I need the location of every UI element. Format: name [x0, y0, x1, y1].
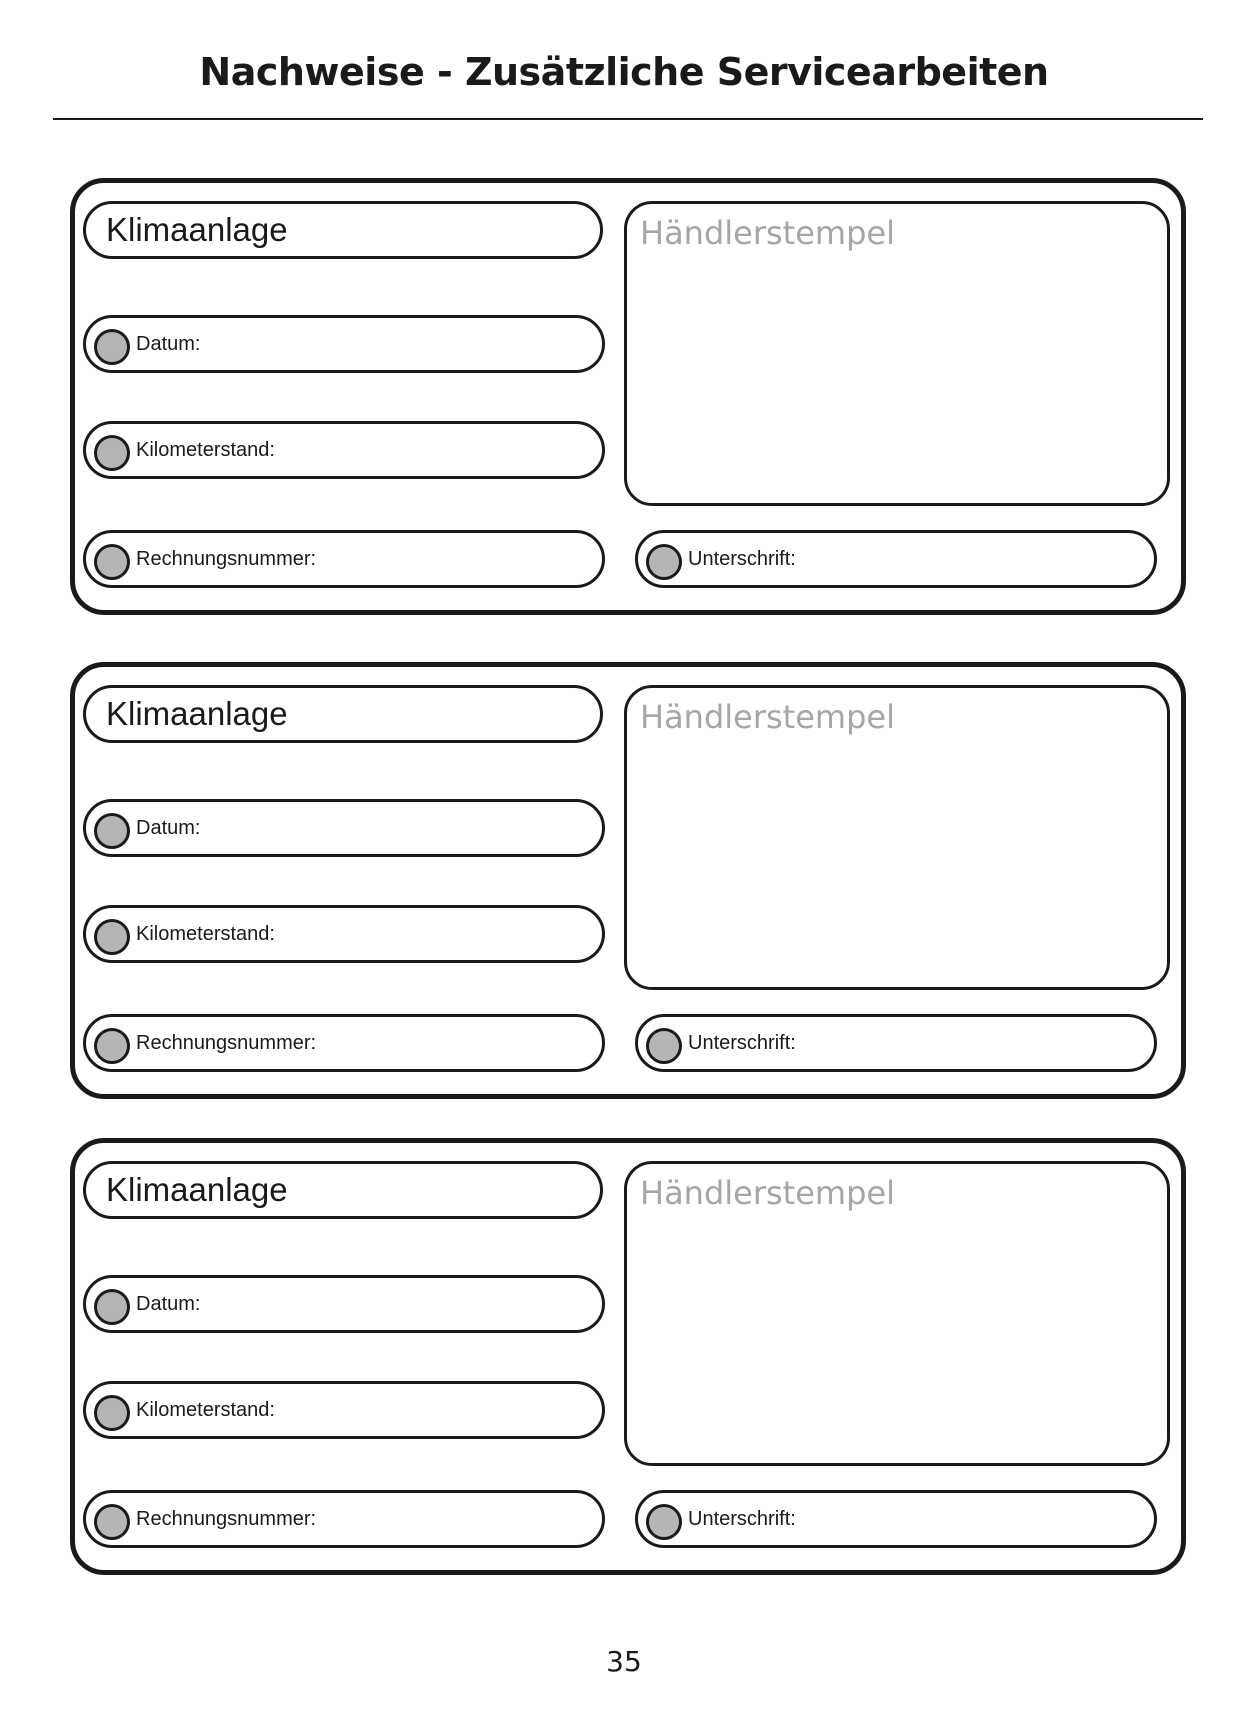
invoice-number-label: Rechnungsnummer:	[136, 548, 317, 570]
service-record-card-2	[70, 662, 1186, 1099]
date-label: Datum:	[136, 333, 201, 355]
bullet-icon	[646, 544, 682, 580]
bullet-icon	[94, 1504, 130, 1540]
service-title: Klimaanlage	[106, 695, 288, 732]
page-title: Nachweise - Zusätzliche Servicearbeiten	[199, 50, 1049, 94]
signature-field[interactable]	[635, 1490, 1157, 1548]
bullet-icon	[94, 1395, 130, 1431]
bullet-icon	[646, 1028, 682, 1064]
service-record-card-1	[70, 178, 1186, 615]
bullet-icon	[94, 544, 130, 580]
title-divider	[53, 118, 1203, 120]
dealer-stamp-box[interactable]	[624, 201, 1170, 506]
mileage-label: Kilometerstand:	[136, 1399, 275, 1421]
signature-label: Unterschrift:	[688, 1032, 796, 1054]
dealer-stamp-box[interactable]	[624, 1161, 1170, 1466]
dealer-stamp-label: Händlerstempel	[640, 698, 895, 736]
service-title: Klimaanlage	[106, 211, 288, 248]
invoice-number-field[interactable]	[83, 530, 605, 588]
date-field[interactable]	[83, 315, 605, 373]
bullet-icon	[94, 1289, 130, 1325]
mileage-field[interactable]	[83, 1381, 605, 1439]
invoice-number-field[interactable]	[83, 1490, 605, 1548]
signature-label: Unterschrift:	[688, 1508, 796, 1530]
invoice-number-field[interactable]	[83, 1014, 605, 1072]
signature-field[interactable]	[635, 1014, 1157, 1072]
date-label: Datum:	[136, 817, 201, 839]
service-title-box	[83, 1161, 603, 1219]
mileage-field[interactable]	[83, 905, 605, 963]
bullet-icon	[94, 919, 130, 955]
mileage-field[interactable]	[83, 421, 605, 479]
dealer-stamp-label: Händlerstempel	[640, 1174, 895, 1212]
page-number: 35	[606, 1645, 642, 1678]
date-field[interactable]	[83, 1275, 605, 1333]
dealer-stamp-box[interactable]	[624, 685, 1170, 990]
bullet-icon	[94, 329, 130, 365]
dealer-stamp-label: Händlerstempel	[640, 214, 895, 252]
bullet-icon	[94, 1028, 130, 1064]
invoice-number-label: Rechnungsnummer:	[136, 1508, 317, 1530]
date-label: Datum:	[136, 1293, 201, 1315]
date-field[interactable]	[83, 799, 605, 857]
mileage-label: Kilometerstand:	[136, 439, 275, 461]
service-record-card-3	[70, 1138, 1186, 1575]
service-title: Klimaanlage	[106, 1171, 288, 1208]
bullet-icon	[94, 435, 130, 471]
service-title-box	[83, 201, 603, 259]
mileage-label: Kilometerstand:	[136, 923, 275, 945]
signature-field[interactable]	[635, 530, 1157, 588]
service-title-box	[83, 685, 603, 743]
bullet-icon	[94, 813, 130, 849]
invoice-number-label: Rechnungsnummer:	[136, 1032, 317, 1054]
bullet-icon	[646, 1504, 682, 1540]
signature-label: Unterschrift:	[688, 548, 796, 570]
